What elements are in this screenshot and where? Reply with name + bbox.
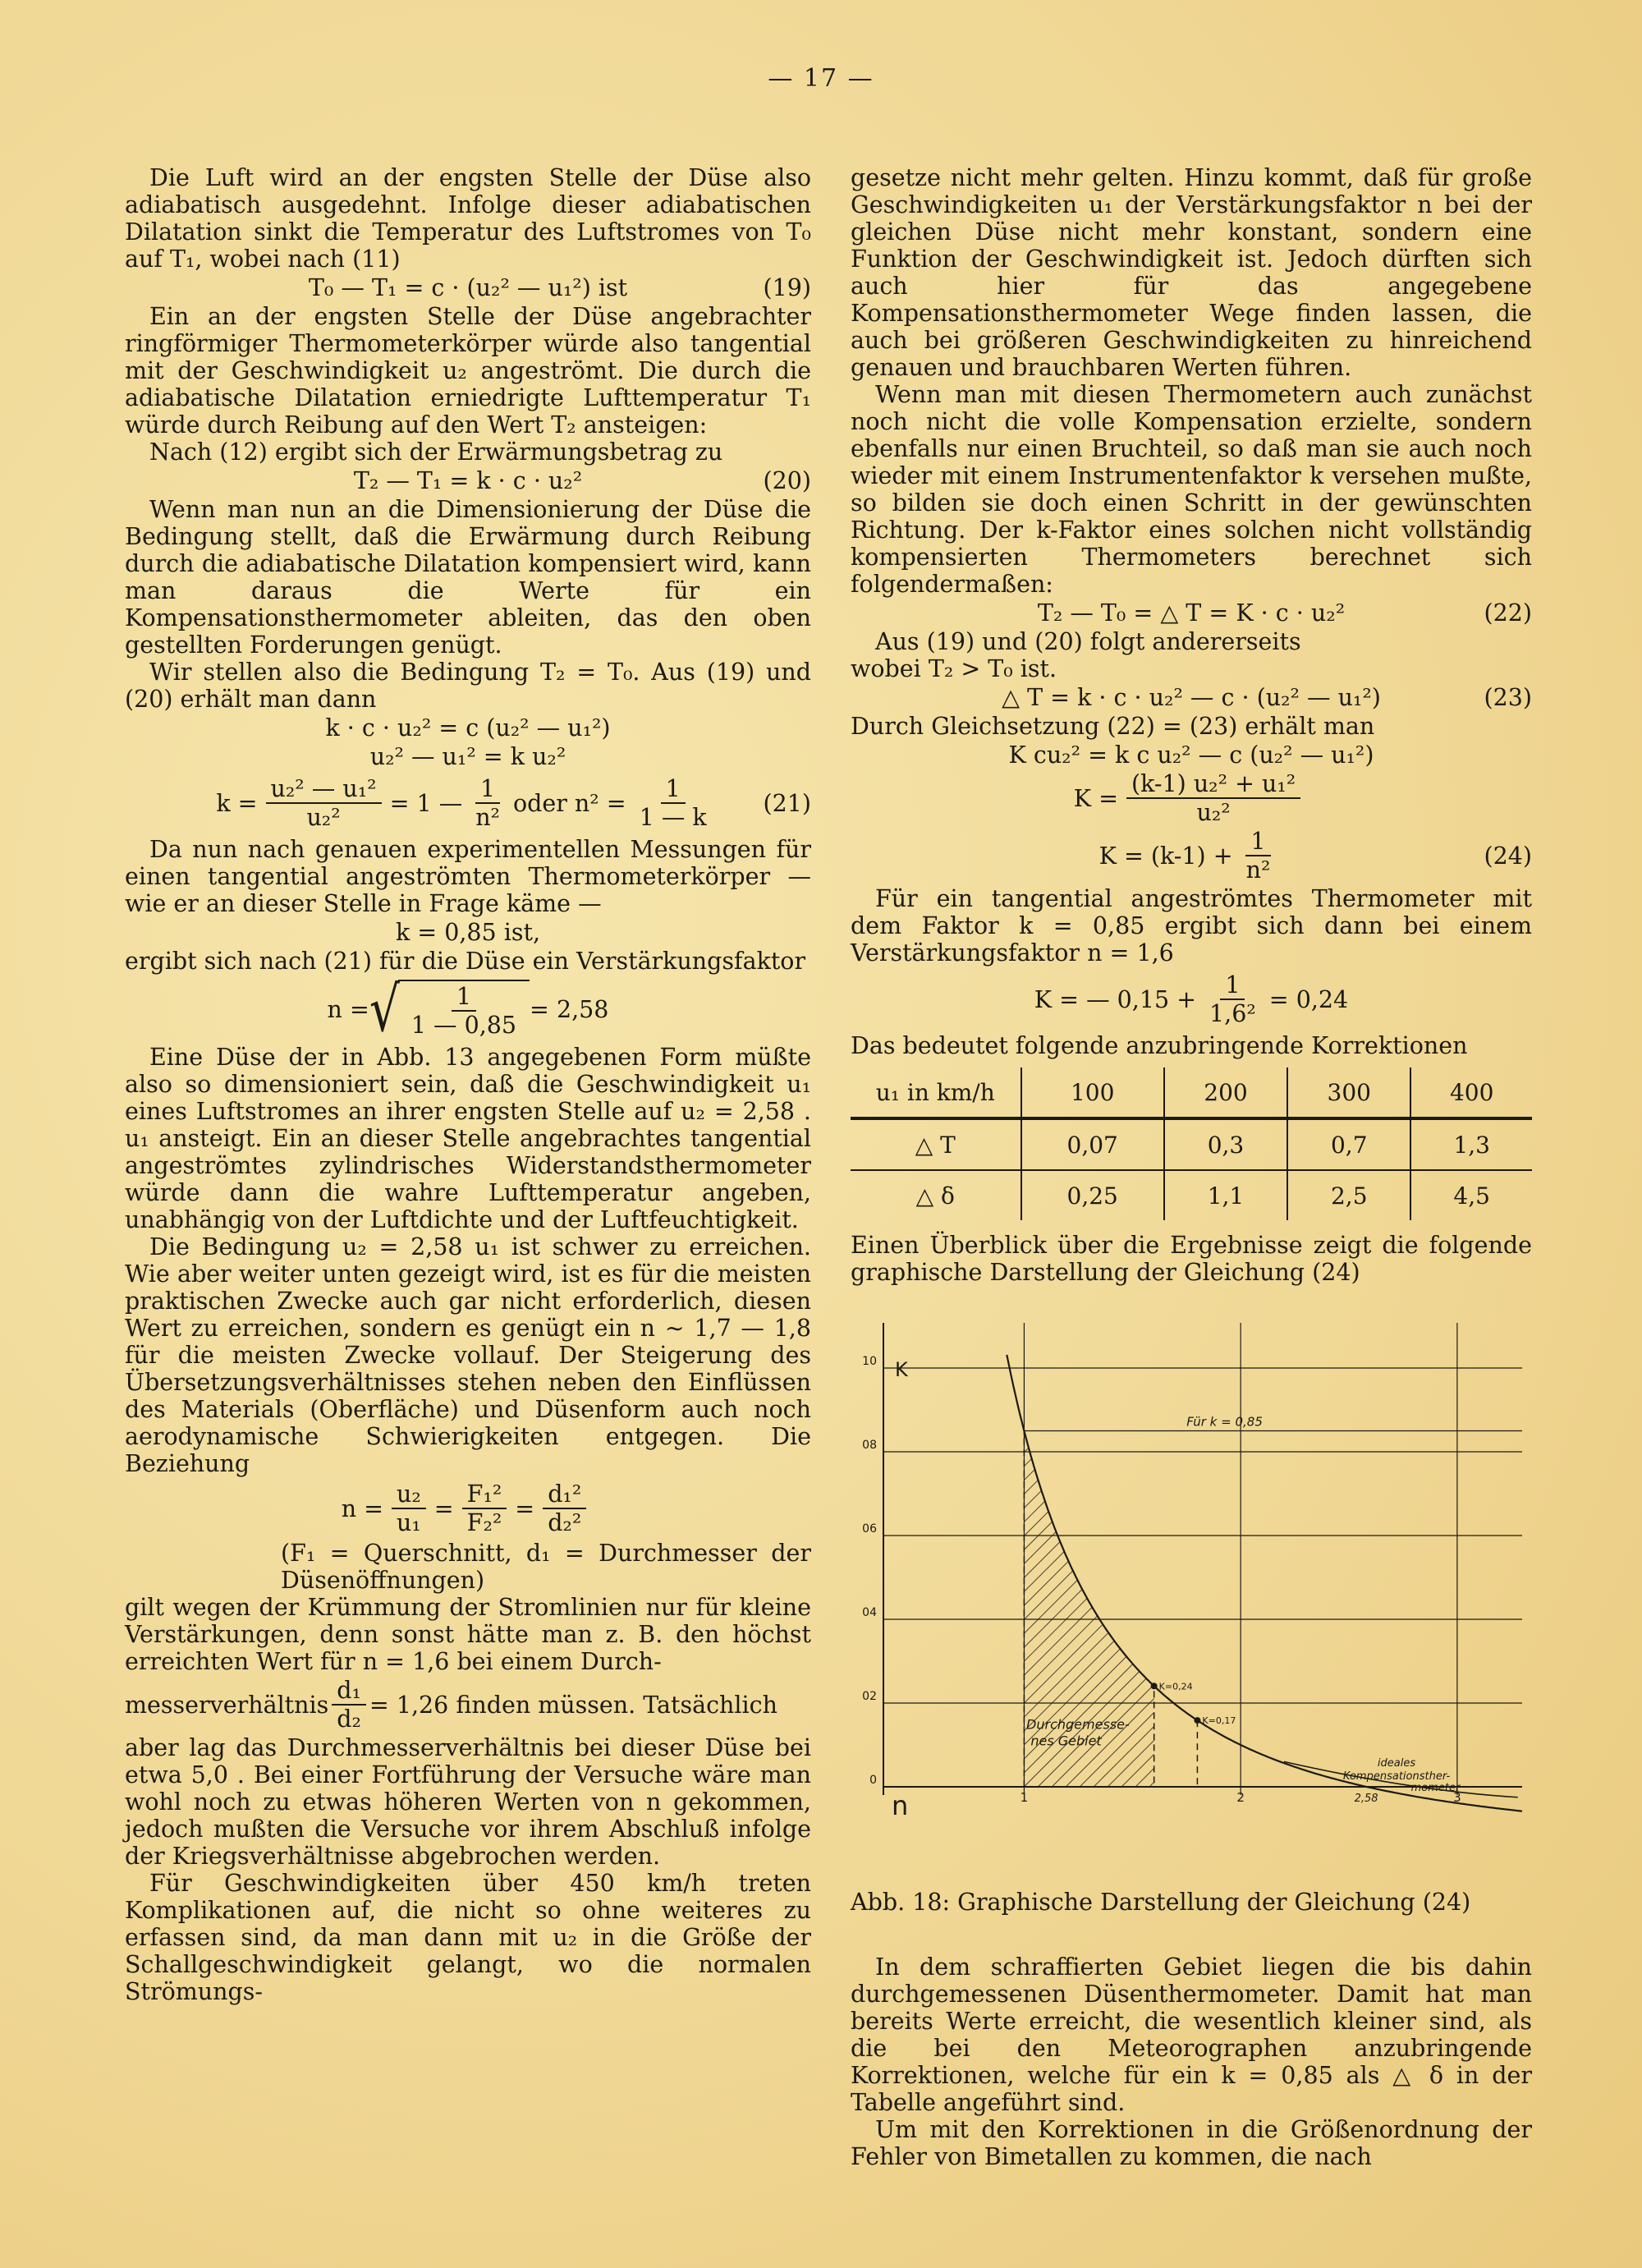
equation-text: n = xyxy=(341,1494,383,1522)
text: = 1,26 finden müssen. Tatsächlich xyxy=(369,1691,777,1719)
paragraph: aber lag das Durchmesserverhältnis bei dieser Düse bei etwa 5,0 . Bei einer Fortführung der Versuche wäre man wohl noch zu etwas höheren Werten von n gekommen, jedoch mußten die Versuche vor ihrem Abschluß infolge der Kriegsverhältnisse abgebrochen werden. xyxy=(125,1734,811,1870)
numerator: 1 xyxy=(1220,971,1245,1000)
point-label: K=0,17 xyxy=(1202,1715,1236,1727)
table-row xyxy=(851,1118,1532,1170)
radical-sign: √ xyxy=(369,972,400,1046)
paragraph: Wir stellen also die Bedingung T₂ = T₀. Aus (19) und (20) erhält man dann xyxy=(125,659,811,713)
paragraph: Ein an der engsten Stelle der Düse angebrachter ringförmiger Thermometerkörper würde also tangential mit der Geschwindigkeit u₂ angeströmt. Die durch die adiabatische Dilatation erniedrigte Lufttemperatur T₁ würde durch Reibung auf den Wert T₂ ansteigen: xyxy=(125,303,811,438)
k-factor-chart xyxy=(851,1319,1532,1877)
equation-relation xyxy=(125,1481,811,1536)
denominator: 1 — 0,85 xyxy=(410,1012,517,1039)
equation xyxy=(125,714,811,741)
paragraph: gilt wegen der Krümmung der Stromlinien nur für kleine Verstärkungen, denn sonst hätte man z. B. den höchst erreichten Wert für n = 1,6 bei einem Durch- xyxy=(125,1594,811,1675)
table-cell: 2,5 xyxy=(1287,1170,1410,1220)
table-cell: 1,1 xyxy=(1164,1170,1287,1220)
equation xyxy=(125,743,811,770)
numerator: d₁² xyxy=(543,1481,586,1509)
equation-text: = 0,24 xyxy=(1268,985,1349,1013)
paragraph: In dem schraffierten Gebiet liegen die bis dahin durchgemessenen Düsenthermometer. Damit hat man bereits Werte erreicht, die wesentlich kleiner sind, als die bei den Meteorographen anzubringende Korrektionen, welche für ein k = 0,85 als △ δ in der Tabelle angeführt sind. xyxy=(851,1954,1532,2116)
ideal-label: Kompensationsther- xyxy=(1342,1770,1451,1784)
denominator: n² xyxy=(1245,856,1271,884)
table-cell: 0,3 xyxy=(1164,1118,1287,1170)
equation-number: (23) xyxy=(1484,684,1532,711)
fraction xyxy=(1241,828,1276,884)
denominator: u₂² xyxy=(306,804,341,831)
equation-text: K = — 0,15 + xyxy=(1034,985,1197,1013)
y-tick-label: 02 xyxy=(862,1690,877,1703)
equation xyxy=(851,741,1532,769)
table-header-cell: 400 xyxy=(1410,1067,1532,1118)
y-tick-label: 06 xyxy=(862,1522,877,1536)
right-column xyxy=(851,164,1532,2170)
table-header-cell: u₁ in km/h xyxy=(851,1067,1021,1118)
table-cell: 4,5 xyxy=(1410,1170,1532,1220)
numerator: 1 xyxy=(475,775,500,804)
numerator: 1 xyxy=(661,775,686,804)
point-k024 xyxy=(1151,1683,1158,1689)
equation-19 xyxy=(125,274,811,301)
k-line-label: Für k = 0,85 xyxy=(1186,1414,1263,1430)
equation-text: T₂ — T₁ = k · c · u₂² xyxy=(353,467,583,494)
paragraph: Nach (12) ergibt sich der Erwärmungsbetrag zu xyxy=(149,438,723,466)
fraction xyxy=(1204,971,1261,1027)
paragraph: Aus (19) und (20) folgt andererseits xyxy=(875,628,1301,655)
fraction xyxy=(392,1481,426,1536)
equation xyxy=(851,770,1532,826)
paragraph: ergibt sich nach (21) für die Düse ein Verstärkungsfaktor xyxy=(125,948,806,975)
denominator: u₂² xyxy=(1196,799,1231,826)
hatched-label: Durchgemesse- xyxy=(1026,1716,1130,1733)
numerator: d₁ xyxy=(332,1677,366,1706)
equation-24 xyxy=(851,828,1532,884)
denominator: d₂ xyxy=(337,1706,361,1733)
hatched-label: nes Gebiet xyxy=(1030,1733,1102,1749)
equation-number: (24) xyxy=(1484,842,1532,870)
denominator: 1,6² xyxy=(1209,1000,1256,1027)
x-tick-label: 2 xyxy=(1236,1790,1245,1805)
paragraph: Da nun nach genauen experimentellen Messungen für einen tangential angeströmten Thermometerkörper — wie er an dieser Stelle in Frage käme — xyxy=(125,836,811,917)
radicand xyxy=(398,980,530,1039)
point-k017 xyxy=(1194,1717,1200,1724)
x-axis-label: n xyxy=(892,1790,909,1821)
y-axis-label: K xyxy=(895,1358,908,1381)
equation-number: (21) xyxy=(763,789,811,817)
corrections-table xyxy=(851,1067,1532,1220)
n-258-label: 2,58 xyxy=(1354,1793,1378,1805)
equation-text: K = xyxy=(1073,784,1118,812)
numerator: F₁² xyxy=(462,1481,507,1509)
denominator: d₂² xyxy=(548,1509,582,1536)
x-tick-label: 1 xyxy=(1020,1790,1029,1805)
denominator: F₂² xyxy=(466,1509,502,1536)
paragraph: wobei T₂ > T₀ ist. xyxy=(851,655,1057,682)
ideal-label: mometer xyxy=(1410,1782,1461,1795)
numerator: 1 xyxy=(1245,828,1270,856)
table-header-cell: 300 xyxy=(1287,1067,1410,1118)
paragraph: Für ein tangential angeströmtes Thermometer mit dem Faktor k = 0,85 ergibt sich dann bei einem Verstärkungsfaktor n = 1,6 xyxy=(851,885,1532,966)
equation-text: = xyxy=(433,1494,454,1522)
equation-text: n = xyxy=(327,995,369,1023)
equation-number: (19) xyxy=(763,274,811,301)
fraction xyxy=(543,1481,586,1536)
equation-23 xyxy=(851,684,1532,711)
equation-text: △ T = k · c · u₂² — c · (u₂² — u₁²) xyxy=(1002,684,1381,711)
numerator: (k-1) u₂² + u₁² xyxy=(1126,770,1300,799)
equation-text: oder n² = xyxy=(512,789,626,817)
left-column xyxy=(125,164,811,2005)
y-tick-label: 10 xyxy=(862,1355,877,1368)
numerator: u₂ xyxy=(392,1481,426,1509)
equation-text: k · c · u₂² = c (u₂² — u₁²) xyxy=(325,714,611,741)
equation-text: T₂ — T₀ = △ T = K · c · u₂² xyxy=(1037,599,1346,627)
paragraph: Die Luft wird an der engsten Stelle der Düse also adiabatisch ausgedehnt. Infolge dieser adiabatischen Dilatation sinkt die Temperatur des Luftstromes von T₀ auf T₁, wobei nach (11) xyxy=(125,164,811,273)
definition-note: (F₁ = Querschnitt, d₁ = Durchmesser der Düsenöffnungen) xyxy=(281,1540,811,1594)
table-cell: 0,07 xyxy=(1021,1118,1164,1170)
equation-21 xyxy=(125,775,811,831)
table-cell: 1,3 xyxy=(1410,1118,1532,1170)
equation-text: = 1 — xyxy=(389,789,463,817)
equation-text: u₂² — u₁² = k u₂² xyxy=(369,743,566,770)
fraction xyxy=(470,775,505,831)
paragraph: Wenn man nun an die Dimensionierung der Düse die Bedingung stellt, daß die Erwärmung durch Reibung durch die adiabatische Dilatation kompensiert wird, kann man daraus die Werte für ein Kompensationsthermometer ableiten, das den oben gestellten Forderungen genügt. xyxy=(125,496,811,659)
paragraph: Durch Gleichsetzung (22) = (23) erhält man xyxy=(851,713,1375,740)
paragraph: Wenn man mit diesen Thermometern auch zunächst noch nicht die volle Kompensation erzielte, sondern ebenfalls nur einen Bruchteil, so daß man sie auch noch wieder mit einem Instrumentenfaktor k versehen mußte, so bilden sie doch einen Schritt in der gewünschten Richtung. Der k-Faktor eines solchen nicht vollständig kompensierten Thermometers berechnet sich folgendermaßen: xyxy=(851,381,1532,598)
text: messerverhältnis xyxy=(125,1691,329,1719)
table-header-cell: 100 xyxy=(1021,1067,1164,1118)
numerator: u₂² — u₁² xyxy=(266,775,382,804)
paragraph: Die Bedingung u₂ = 2,58 u₁ ist schwer zu erreichen. Wie aber weiter unten gezeigt wird, ist es für die meisten praktischen Zwecke auch gar nicht erforderlich, diesen Wert zu erreichen, sondern es genügt ein n ∼ 1,7 — 1,8 für die meisten Zwecke vollauf. Der Steigerung des Übersetzungsverhältnisses stehen neben den Einflüssen des Materials (Oberfläche) und Düsenform auch noch aerodynamische Schwierigkeiten entgegen. Die Beziehung xyxy=(125,1233,811,1477)
equation xyxy=(125,919,811,946)
equation-22 xyxy=(851,599,1532,627)
denominator: n² xyxy=(475,804,500,831)
equation-n xyxy=(125,972,811,1046)
paragraph: gesetze nicht mehr gelten. Hinzu kommt, daß für große Geschwindigkeiten u₁ der Verstärkungsfaktor n bei der gleichen Düse nicht mehr konstant, sondern eine Funktion der Geschwindigkeit ist. Jedoch dürften sich auch hier für das angegebene Kompensationsthermometer Wege finden lassen, die auch bei größeren Geschwindigkeiten zu hinreichend genauen und brauchbaren Werten führen. xyxy=(851,164,1532,381)
paragraph: Einen Überblick über die Ergebnisse zeigt die folgende graphische Darstellung der Gleichung (24) xyxy=(851,1232,1532,1286)
equation-K-value xyxy=(851,971,1532,1027)
figure-18 xyxy=(851,1319,1532,1877)
fraction xyxy=(406,983,521,1039)
page-number: — 17 — xyxy=(768,64,874,93)
table-cell: △ δ xyxy=(851,1170,1021,1220)
square-root xyxy=(369,972,530,1046)
inline-equation-line xyxy=(125,1677,811,1733)
y-tick-label: 08 xyxy=(862,1439,877,1452)
equation-text: k = xyxy=(216,789,258,817)
equation-text: k = 0,85 ist, xyxy=(395,919,541,946)
equation-text: = xyxy=(515,1494,535,1522)
numerator: 1 xyxy=(452,983,476,1012)
y-tick-label: 04 xyxy=(862,1606,877,1619)
table-cell: △ T xyxy=(915,1131,956,1159)
paragraph: Für Geschwindigkeiten über 450 km/h treten Komplikationen auf, die nicht so ohne weiteres zu erfassen sind, da man dann mit u₂ in die Größe der Schallgeschwindigkeit gelangt, wo die normalen Strömungs- xyxy=(125,1870,811,2005)
paragraph: Eine Düse der in Abb. 13 angegebenen Form müßte also so dimensioniert sein, daß die Geschwindigkeit u₁ eines Luftstromes an ihrer engsten Stelle auf u₂ = 2,58 . u₁ ansteigt. Ein an dieser Stelle angebrachtes tangential angeströmtes zylindrisches Widerstandsthermometer würde dann die wahre Lufttemperatur angeben, unabhängig von der Luftdichte und der Luftfeuchtigkeit. xyxy=(125,1044,811,1233)
y-tick-label: 0 xyxy=(869,1774,877,1787)
table-header-row xyxy=(851,1067,1532,1118)
table-cell: 0,7 xyxy=(1287,1118,1410,1170)
figure-caption: Abb. 18: Graphische Darstellung der Gleichung (24) xyxy=(851,1889,1471,1916)
paragraph: Das bedeutet folgende anzubringende Korrektionen xyxy=(851,1032,1468,1059)
equation-text: T₀ — T₁ = c · (u₂² — u₁²) ist xyxy=(308,274,628,301)
fraction xyxy=(266,775,382,831)
paragraph: Um mit den Korrektionen in die Größenordnung der Fehler von Bimetallen zu kommen, die nach xyxy=(851,2116,1532,2170)
fraction xyxy=(1126,770,1300,826)
ideal-label: ideales xyxy=(1377,1757,1416,1770)
fraction xyxy=(332,1677,366,1733)
fraction xyxy=(635,775,712,831)
table-header-cell: 200 xyxy=(1164,1067,1287,1118)
equation-20 xyxy=(125,467,811,494)
equation-text: K cu₂² = k c u₂² — c (u₂² — u₁²) xyxy=(1008,741,1374,769)
equation-number: (20) xyxy=(763,467,811,494)
denominator: 1 — k xyxy=(639,804,707,831)
equation-number: (22) xyxy=(1484,599,1532,627)
x-tick-label: 3 xyxy=(1453,1790,1461,1805)
point-label: K=0,24 xyxy=(1158,1681,1193,1692)
table-row xyxy=(851,1170,1532,1220)
table-cell: 0,25 xyxy=(1021,1170,1164,1220)
equation-text: K = (k-1) + xyxy=(1098,842,1233,870)
denominator: u₁ xyxy=(397,1509,421,1536)
equation-text: = 2,58 xyxy=(530,995,609,1023)
fraction xyxy=(462,1481,507,1536)
